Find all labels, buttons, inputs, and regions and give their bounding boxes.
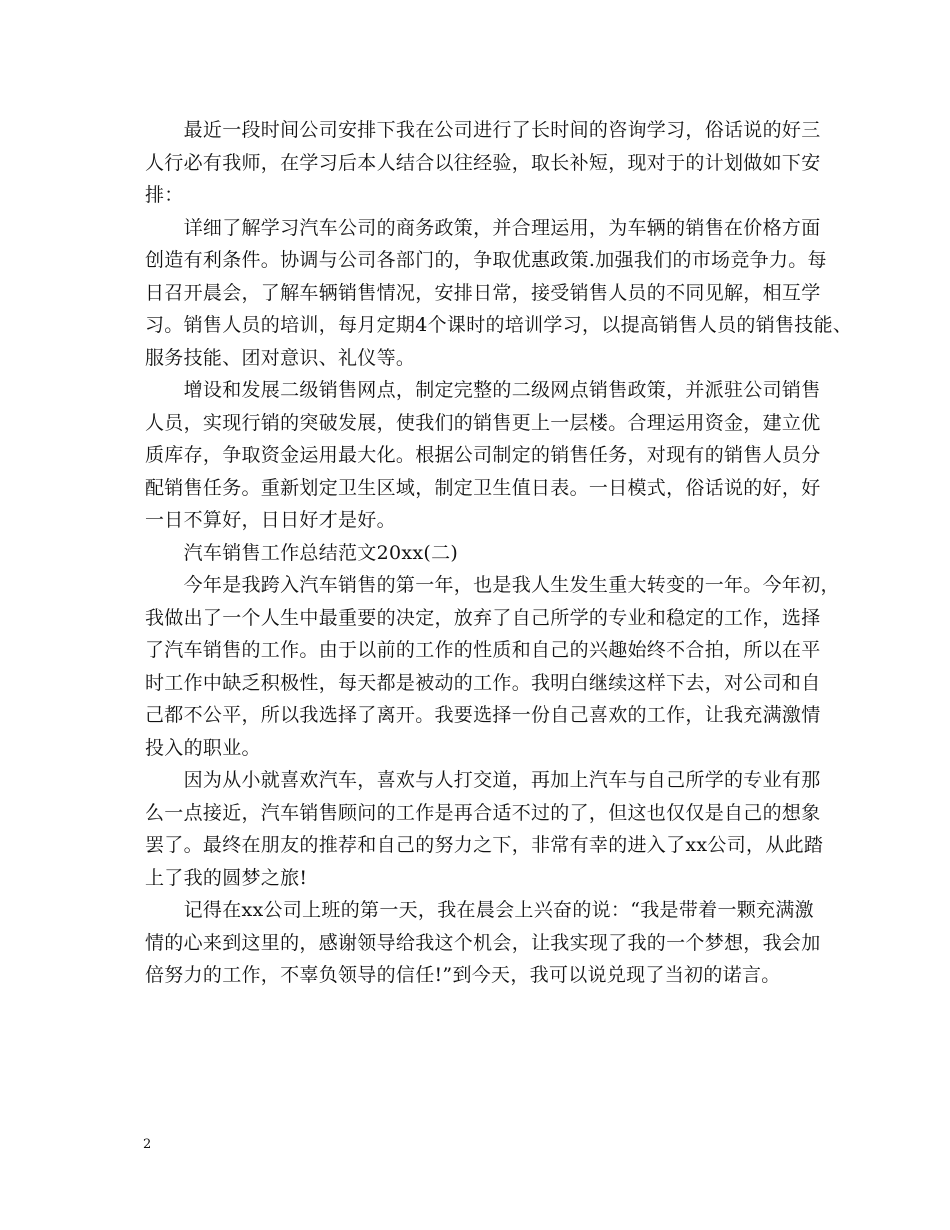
text-line: 上了我的圆梦之旅! — [145, 867, 308, 889]
text-line: 习。销售人员的培训，每月定期4个课时的培训学习，以提高销售人员的销售技能、 — [145, 314, 853, 336]
text-line: 增设和发展二级销售网点，制定完整的二级网点销售政策，并派驻公司销售 — [145, 379, 821, 401]
text-line: 配销售任务。重新划定卫生区域，制定卫生值日表。一日模式，俗话说的好，好 — [145, 477, 821, 499]
text-line: 情的心来到这里的，感谢领导给我这个机会，让我实现了我的一个梦想，我会加 — [145, 932, 821, 954]
text-line: 日召开晨会，了解车辆销售情况，安排日常，接受销售人员的不同见解，相互学 — [145, 282, 821, 304]
text-line: 投入的职业。 — [145, 737, 261, 759]
text-line: 倍努力的工作，不辜负领导的信任!”到今天，我可以说兑现了当初的诺言。 — [145, 964, 781, 986]
text-line: 我做出了一个人生中最重要的决定，放弃了自己所学的专业和稳定的工作，选择 — [145, 607, 821, 629]
text-line: 人行必有我师，在学习后本人结合以往经验，取长补短，现对于的计划做如下安 — [145, 152, 821, 174]
text-line: 么一点接近，汽车销售顾问的工作是再合适不过的了，但这也仅仅是自己的想象 — [145, 802, 821, 824]
text-line: 创造有利条件。协调与公司各部门的，争取优惠政策.加强我们的市场竞争力。每 — [145, 249, 827, 271]
text-line: 一日不算好，日日好才是好。 — [145, 509, 396, 531]
text-line: 了汽车销售的工作。由于以前的工作的性质和自己的兴趣始终不合拍，所以在平 — [145, 639, 821, 661]
text-line: 服务技能、团对意识、礼仪等。 — [145, 347, 416, 369]
text-line: 人员，实现行销的突破发展，使我们的销售更上一层楼。合理运用资金，建立优 — [145, 412, 821, 434]
text-line: 时工作中缺乏积极性，每天都是被动的工作。我明白继续这样下去，对公司和自 — [145, 672, 821, 694]
text-line: 排： — [145, 184, 184, 206]
text-line: 记得在xx公司上班的第一天，我在晨会上兴奋的说：“我是带着一颗充满激 — [145, 899, 814, 921]
text-line: 今年是我跨入汽车销售的第一年，也是我人生发生重大转变的一年。今年初， — [145, 574, 840, 596]
text-line: 最近一段时间公司安排下我在公司进行了长时间的咨询学习，俗话说的好三 — [145, 119, 821, 141]
text-line: 因为从小就喜欢汽车，喜欢与人打交道，再加上汽车与自己所学的专业有那 — [145, 769, 821, 791]
text-line: 汽车销售工作总结范文20xx(二) — [145, 542, 459, 564]
text-line: 己都不公平，所以我选择了离开。我要选择一份自己喜欢的工作，让我充满激情 — [145, 704, 821, 726]
text-line: 罢了。最终在朋友的推荐和自己的努力之下，非常有幸的进入了xx公司，从此踏 — [145, 834, 824, 856]
text-line: 质库存，争取资金运用最大化。根据公司制定的销售任务，对现有的销售人员分 — [145, 444, 821, 466]
text-line: 详细了解学习汽车公司的商务政策，并合理运用，为车辆的销售在价格方面 — [145, 217, 821, 239]
page-number: 2 — [143, 1137, 152, 1152]
